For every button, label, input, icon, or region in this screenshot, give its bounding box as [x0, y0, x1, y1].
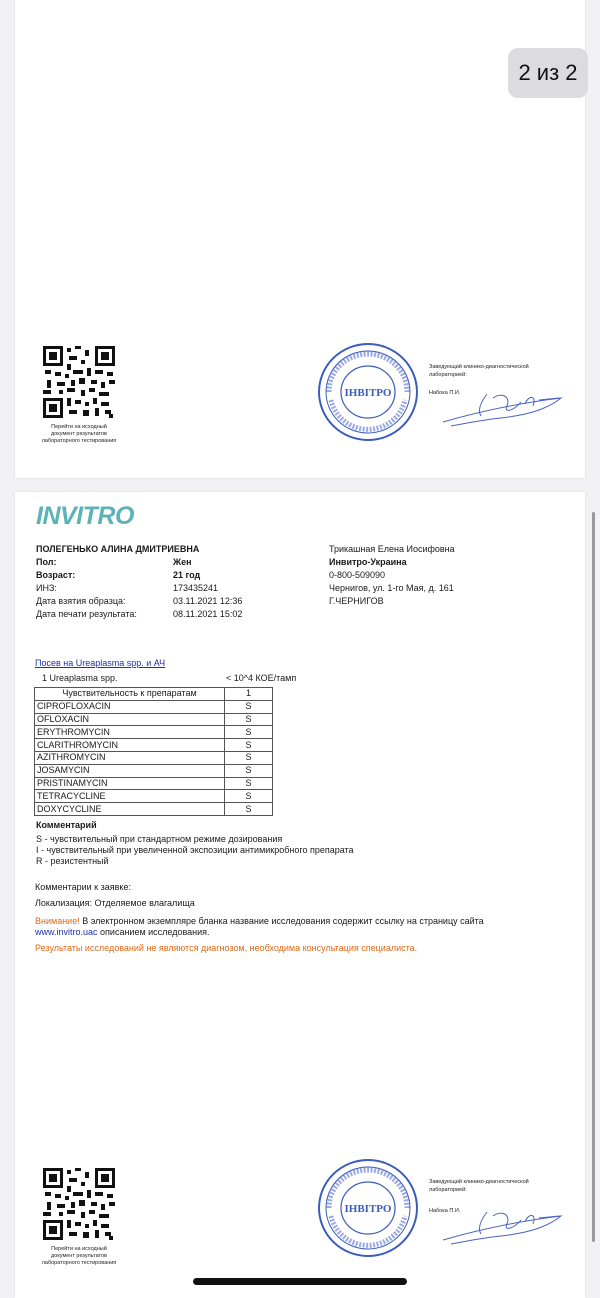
site-text: описанием исследования. — [100, 927, 210, 937]
stamp-icon — [317, 342, 419, 442]
qr-caption — [33, 1246, 125, 1267]
test-title-link[interactable]: Посев на Ureaplasma spp. и АЧ — [35, 658, 166, 668]
localization: Локализация: Отделяемое влагалища — [35, 898, 195, 908]
drug-name: ERYTHROMYCIN — [35, 726, 225, 739]
drug-result: S — [225, 751, 273, 764]
lab-info — [329, 543, 455, 608]
table-row — [35, 700, 273, 713]
sex-value: Жен — [173, 557, 192, 567]
qr-caption-line: лабораторного тестирования — [41, 438, 117, 444]
signer-caption — [429, 363, 569, 379]
signer-caption — [429, 1178, 569, 1194]
comment-title: Комментарий — [36, 820, 97, 830]
table-row — [35, 739, 273, 752]
lab-phone: 0-800-509090 — [329, 570, 386, 580]
notice — [35, 916, 555, 938]
legend — [36, 834, 354, 867]
drug-name: CIPROFLOXACIN — [35, 700, 225, 713]
qr-caption-line: Перейти на исходный — [51, 1246, 107, 1252]
drug-result: S — [225, 790, 273, 803]
drug-result: S — [225, 726, 273, 739]
document-page-2 — [15, 492, 585, 1298]
organism-count: < 10^4 КОЕ/тамп — [226, 673, 297, 683]
page-counter: 2 из 2 — [508, 48, 588, 98]
sample-date-label: Дата взятия образца: — [36, 596, 126, 606]
warning-text: В электронном экземпляре бланка название исследования содержит ссылку на страницу сайта — [82, 916, 484, 926]
signer-caption-line: Заведующий клинико-диагностической — [429, 1179, 529, 1185]
scrollbar[interactable] — [592, 512, 595, 1242]
print-date-value: 08.11.2021 15:02 — [173, 609, 243, 619]
patient-info — [36, 543, 326, 621]
table-row — [35, 713, 273, 726]
qr-caption-line: документ результатов — [51, 1253, 107, 1259]
qr-caption-line: Перейти на исходный — [51, 424, 107, 430]
table-row — [35, 751, 273, 764]
table-header-row — [35, 688, 273, 701]
sex-label: Пол: — [36, 557, 57, 567]
qr-caption — [33, 424, 125, 445]
print-date-label: Дата печати результата: — [36, 609, 137, 619]
drug-name: CLARITHROMYCIN — [35, 739, 225, 752]
legend-r: R - резистентный — [36, 856, 109, 866]
signer-caption-line: лабораторией: — [429, 1187, 467, 1193]
table-header-col: 1 — [225, 688, 273, 701]
request-comment-label: Комментарии к заявке: — [35, 882, 131, 892]
document-page-1 — [15, 0, 585, 478]
inz-label: ИНЗ: — [36, 583, 57, 593]
qr-code-icon[interactable] — [43, 346, 115, 418]
drug-result: S — [225, 700, 273, 713]
drug-name: JOSAMYCIN — [35, 764, 225, 777]
table-row — [35, 777, 273, 790]
drug-result: S — [225, 739, 273, 752]
sample-date-value: 03.11.2021 12:36 — [173, 596, 243, 606]
age-value: 21 год — [173, 570, 201, 580]
lab-doctor: Трикашная Елена Иосифовна — [329, 544, 455, 554]
svg-text:ІНВІТРО: ІНВІТРО — [344, 387, 392, 399]
signer-name: Набока П.И. — [429, 1208, 461, 1214]
drug-result: S — [225, 713, 273, 726]
signer-caption-line: лабораторией: — [429, 372, 467, 378]
legend-s: S - чувствительный при стандартном режиме дозирования — [36, 834, 283, 844]
drug-name: OFLOXACIN — [35, 713, 225, 726]
qr-caption-line: лабораторного тестирования — [41, 1260, 117, 1266]
qr-block — [33, 1168, 125, 1267]
drug-result: S — [225, 764, 273, 777]
signer-caption-line: Заведующий клинико-диагностической — [429, 364, 529, 370]
qr-block — [33, 346, 125, 445]
invitro-logo: INVITRO — [36, 502, 134, 530]
sensitivity-table — [34, 687, 273, 816]
organism: 1 Ureaplasma spp. — [42, 673, 118, 683]
table-row — [35, 790, 273, 803]
drug-name: AZITHROMYCIN — [35, 751, 225, 764]
inz-value: 173435241 — [173, 583, 219, 593]
qr-code-icon[interactable] — [43, 1168, 115, 1240]
warning-word: Внимание! — [35, 916, 80, 926]
drug-name: PRISTINAMYCIN — [35, 777, 225, 790]
home-indicator[interactable] — [193, 1278, 407, 1285]
table-row — [35, 764, 273, 777]
drug-result: S — [225, 777, 273, 790]
lab-address: Чернигов, ул. 1-го Мая, д. 161 — [329, 583, 454, 593]
signature-icon — [441, 1202, 571, 1246]
disclaimer: Результаты исследований не являются диагнозом, необходима консультация специалиста. — [35, 943, 418, 953]
age-label: Возраст: — [36, 570, 76, 580]
drug-name: TETRACYCLINE — [35, 790, 225, 803]
signature-icon — [441, 384, 571, 428]
svg-text:ІНВІТРО: ІНВІТРО — [344, 1203, 392, 1215]
signer-name: Набока П.И. — [429, 390, 461, 396]
drug-name: DOXYCYCLINE — [35, 803, 225, 816]
drug-result: S — [225, 803, 273, 816]
table-header-drug: Чувствительность к препаратам — [35, 688, 225, 701]
legend-i: I - чувствительный при увеличенной экспозиции антимикробного препарата — [36, 845, 354, 855]
lab-company: Инвитро-Украина — [329, 557, 407, 567]
patient-name: ПОЛЕГЕНЬКО АЛИНА ДМИТРИЕВНА — [36, 544, 200, 554]
site-link[interactable]: www.invitro.uac — [35, 927, 98, 937]
lab-city: Г.ЧЕРНИГОВ — [329, 596, 384, 606]
table-row — [35, 726, 273, 739]
qr-caption-line: документ результатов — [51, 431, 107, 437]
stamp-icon — [317, 1158, 419, 1258]
table-row — [35, 803, 273, 816]
